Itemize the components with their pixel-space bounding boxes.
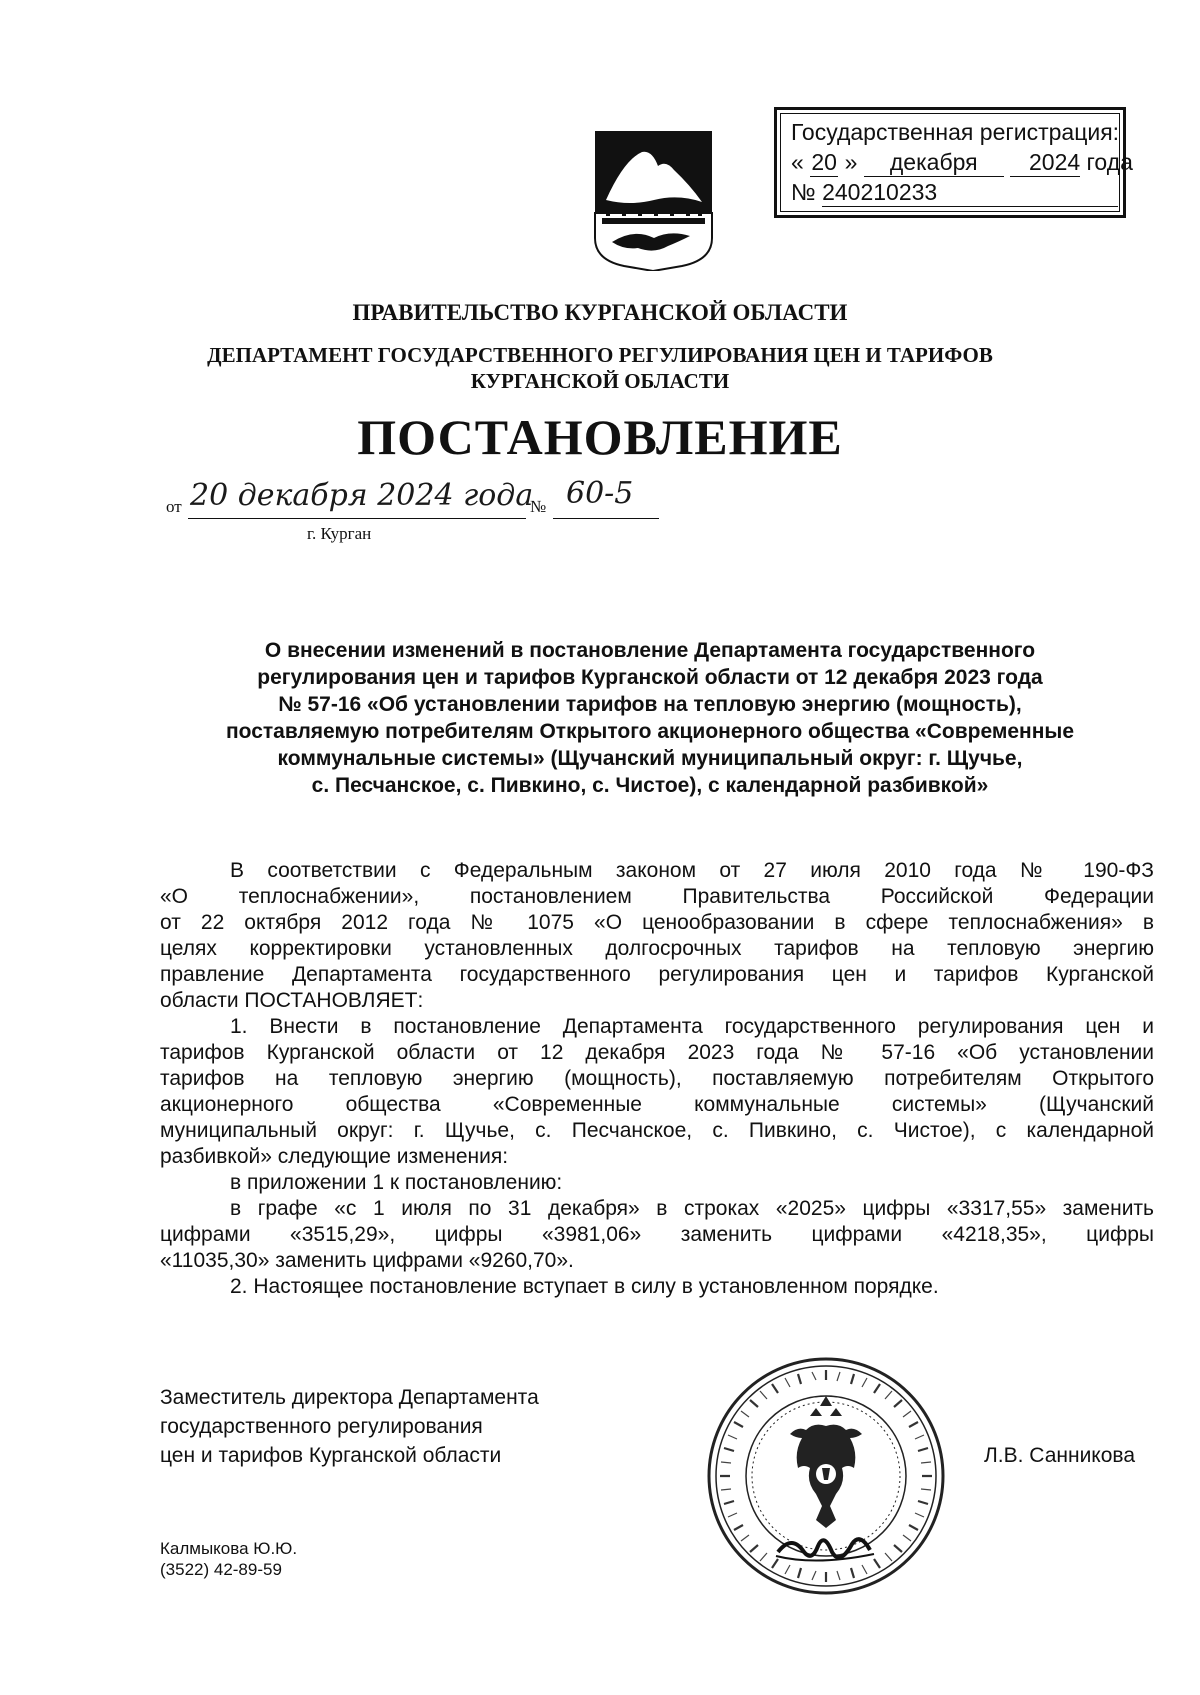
signer-position-line1: Заместитель директора Департамента bbox=[160, 1386, 539, 1409]
body-line: «11035,30» заменить цифрами «9260,70». bbox=[160, 1249, 574, 1272]
document-subject bbox=[150, 637, 1150, 799]
date-from-label: от bbox=[166, 497, 182, 516]
body-line: разбивкой» следующие изменения: bbox=[160, 1145, 509, 1168]
body-line: тарифов на тепловую энергию (мощность), поставляемую потребителям Открытого bbox=[160, 1067, 1154, 1090]
registration-open-quote: « bbox=[791, 149, 804, 175]
registration-title: Государственная регистрация: bbox=[791, 119, 1120, 145]
body-line: 2. Настоящее постановление вступает в силу в установленном порядке. bbox=[230, 1275, 939, 1298]
body-line: области ПОСТАНОВЛЯЕТ: bbox=[160, 989, 424, 1012]
registration-number bbox=[791, 179, 1118, 207]
city: г. Курган bbox=[307, 524, 372, 543]
body-line: тарифов Курганской области от 12 декабря 2023 года № 57-16 «Об установлении bbox=[160, 1041, 1154, 1064]
subject-line: № 57-16 «Об установлении тарифов на тепловую энергию (мощность), bbox=[278, 693, 1022, 716]
body-line: 1. Внести в постановление Департамента государственного регулирования цен и bbox=[230, 1015, 1154, 1038]
body-line: муниципальный округ: г. Щучье, с. Песчанское, с. Пивкино, с. Чистое), с календарной bbox=[160, 1119, 1154, 1142]
signer-position-line3: цен и тарифов Курганской области bbox=[160, 1444, 502, 1467]
registration-close-quote: » bbox=[844, 149, 858, 175]
body-line: целях корректировки установленных долгосрочных тарифов на тепловую энергию bbox=[160, 937, 1154, 960]
body-line: «О теплоснабжении», постановлением Правительства Российской Федерации bbox=[160, 885, 1154, 908]
handwritten-number: 60-5 bbox=[566, 476, 634, 511]
registration-stamp bbox=[774, 107, 1133, 218]
handwritten-date: 20 декабря 2024 года bbox=[190, 478, 534, 513]
subject-line: с. Песчанское, с. Пивкино, с. Чистое), с календарной разбивкой» bbox=[311, 774, 989, 797]
subject-line: поставляемую потребителям Открытого акционерного общества «Современные bbox=[225, 720, 1075, 743]
registration-year-prefix: 20 bbox=[1028, 149, 1055, 175]
registration-date bbox=[791, 149, 1133, 177]
signer-position-line2: государственного регулирования bbox=[160, 1415, 483, 1438]
body-line: от 22 октября 2012 года № 1075 «О ценообразовании в сфере теплоснабжения» в bbox=[160, 911, 1154, 934]
registration-number-value: 240210233 bbox=[822, 179, 1118, 207]
subject-line: регулирования цен и тарифов Курганской области от 12 декабря 2023 года bbox=[257, 666, 1043, 689]
department-title-line1: ДЕПАРТАМЕНТ ГОСУДАРСТВЕННОГО РЕГУЛИРОВАНИЯ ЦЕН И ТАРИФОВ bbox=[207, 343, 993, 367]
registration-number-label: № bbox=[791, 179, 816, 205]
registration-stamp-frame bbox=[780, 113, 1133, 212]
department-title-line2: КУРГАНСКОЙ ОБЛАСТИ bbox=[470, 369, 730, 393]
signer-name: Л.В. Санникова bbox=[984, 1444, 1135, 1467]
subject-line: О внесении изменений в постановление Департамента государственного bbox=[264, 639, 1036, 662]
registration-day: 20 bbox=[811, 149, 837, 175]
subject-line: коммунальные системы» (Щучанский муниципальный округ: г. Щучье, bbox=[277, 747, 1023, 770]
document-type-title: ПОСТАНОВЛЕНИЕ bbox=[357, 409, 843, 465]
registration-year-suffix: 24 bbox=[1054, 149, 1081, 175]
body-line: в приложении 1 к постановлению: bbox=[230, 1171, 563, 1194]
body-line: акционерного общества «Современные коммунальные системы» (Щучанский bbox=[160, 1093, 1154, 1116]
body-line: В соответствии с Федеральным законом от 27 июля 2010 года № 190-ФЗ bbox=[230, 859, 1154, 882]
official-seal-icon bbox=[706, 1356, 946, 1596]
registration-year bbox=[1010, 149, 1080, 177]
government-title: ПРАВИТЕЛЬСТВО КУРГАНСКОЙ ОБЛАСТИ bbox=[352, 300, 848, 325]
coat-of-arms-icon bbox=[594, 130, 713, 271]
body-line: цифрами «3515,29», цифры «3981,06» заменить цифрами «4218,35», цифры bbox=[160, 1223, 1154, 1246]
date-underline bbox=[188, 518, 526, 519]
number-label: № bbox=[530, 497, 547, 516]
registration-month: декабря bbox=[864, 149, 1004, 177]
executor-phone: (3522) 42-89-59 bbox=[160, 1560, 282, 1579]
number-underline bbox=[553, 518, 659, 519]
body-line: в графе «с 1 июля по 31 декабря» в строках «2025» цифры «3317,55» заменить bbox=[230, 1197, 1154, 1220]
body-line: правление Департамента государственного регулирования цен и тарифов Курганской bbox=[160, 963, 1154, 986]
registration-year-word: года bbox=[1086, 149, 1133, 175]
executor-name: Калмыкова Ю.Ю. bbox=[160, 1539, 298, 1558]
